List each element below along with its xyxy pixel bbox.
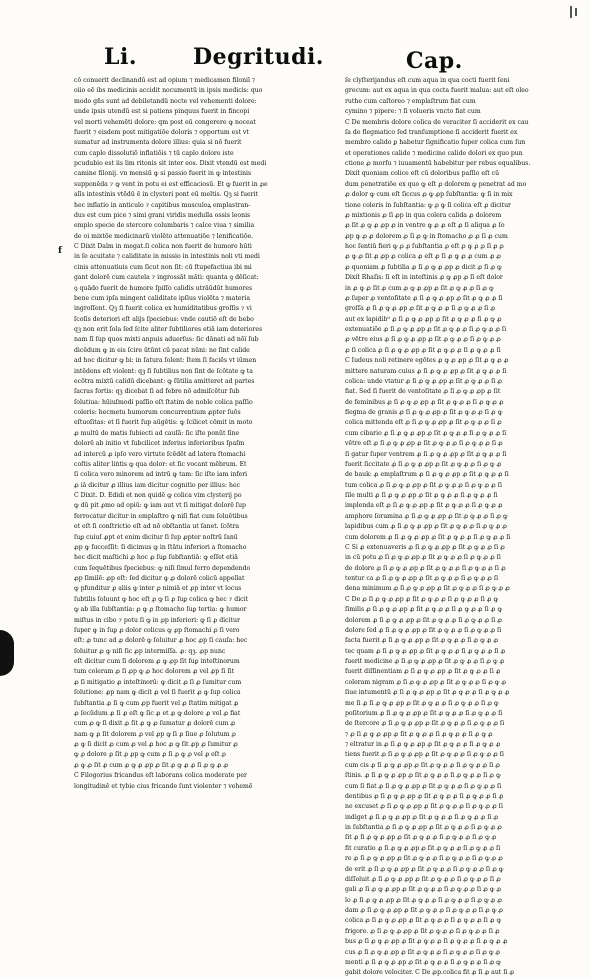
- text-line: ingroſſent. Qꝫ ſi fuerit colica ex humiditatibus groſſis ⁊ vi: [74, 305, 252, 313]
- text-line: nam ꝙ ꝓ ſit dolorem ꝓ vel ꝓp ꝙ ſi ꝓ ſiue ꝓ ſolutum ꝓ: [74, 730, 236, 738]
- text-line: ſoluitur ꝓ ꝙ niſi ſic ꝓp intermiſſa. ꝓ: qꝫ. ꝓp nunc: [74, 647, 226, 655]
- text-line: colica: unde vtatur ꝓ ſi ꝓ ꝙ ꝓ ꝓp ꝓ ſit ꝓ ꝙ ꝓ ꝓ ſi ꝓ: [345, 377, 503, 385]
- text-line: intēdens eſt violent: qꝫ ſi ſubtilius non ſint de ſcōtate ꝙ ta: [74, 367, 253, 375]
- text-line: de bauk: ꝓ emplaſtrum ꝓ ſi ꝓ ꝙ ꝓ ꝓp ꝓ ſit ꝓ ꝙ ꝓ ꝓ ſi: [345, 471, 509, 479]
- text-line: amphore ſoramina ꝓ ſi ꝓ ꝙ ꝓ ꝓp ꝓ ſit ꝓ ꝙ ꝓ ꝓ ſi ꝓ ꝙ: [345, 512, 508, 520]
- text-line: colica ꝓ ſi ꝓ ꝙ ꝓ ꝓp ꝓ ſit ꝓ ꝙ ꝓ ꝓ ſi ꝓ ꝙ ꝓ ꝓ ſi ꝓ ꝙ: [345, 917, 502, 925]
- text-line: dam ꝓ ſi ꝓ ꝙ ꝓ ꝓp ꝓ ſit ꝓ ꝙ ꝓ ꝓ ſi ꝓ ꝙ ꝓ ꝓ ſi ꝓ ꝙ ꝓ: [345, 907, 504, 914]
- text-line: C De membris dolore colica de veraciter ſi acciderit ex cau: [345, 118, 529, 126]
- text-line: tec quam ꝓ ſi ꝓ ꝙ ꝓ ꝓp ꝓ ſit ꝓ ꝙ ꝓ ꝓ ſi ꝓ ꝙ ꝓ ꝓ ſi ꝓ: [345, 647, 506, 655]
- chapter-label: Cap.: [406, 48, 463, 74]
- text-line: cymino ⁊ pipere: ⁊ ſi volueris vncto fiat cum: [345, 108, 481, 116]
- text-line: ꝓ dolor ꝙ cum eſt ſiccus ꝓ ꝙ ꝓp ſubſtantia: ꝙ ſi in mix: [345, 191, 513, 199]
- text-line: aut ex lapidib⁹ ꝓ ſi ꝓ ꝙ ꝓ ꝓp ꝓ ſit ꝓ ꝙ ꝓ ꝓ ſi ꝓ ꝙ ꝓ: [345, 315, 502, 323]
- text-line: ſile multi ꝓ ſi ꝓ ꝙ ꝓ ꝓp ꝓ ſit ꝓ ꝙ ꝓ ꝓ ſi ꝓ ꝙ ꝓ ꝓ ſi: [345, 492, 498, 499]
- text-line: ꝓ ꝙ ꝓ ſit ꝓ cum ꝓ ꝙ ꝓ ꝓp ꝓ ſit ꝓ ꝙ ꝓ ꝓ ſi ꝓ ꝙ ꝓ ꝓ: [74, 761, 229, 769]
- text-line: longitudinē et tybie cius fricande ſunt violenter ⁊ vehemē: [74, 782, 253, 790]
- text-line: ꝓ vētre eius ꝓ ſi ꝓ ꝙ ꝓ ꝓp ꝓ ſit ꝓ ꝙ ꝓ ꝓ ſi ꝓ ꝙ ꝓ ꝓ: [345, 336, 501, 344]
- text-line: ꝓp ſimilē: ꝓp eſt: ſed dicitur ꝙ ꝓ dolorē colicū appellat: [74, 575, 245, 582]
- text-line: fuerit ⁊ eisdem post mitigatiōe doloris ⁊ opportum est vt: [74, 128, 249, 136]
- text-line: dolore ſed ꝓ ſi ꝓ ꝙ ꝓ ꝓp ꝓ ſit ꝓ ꝙ ꝓ ꝓ ſi ꝓ ꝙ ꝓ ꝓ ſi: [345, 626, 502, 634]
- text-line: et eſt ſi conſtrictio eſt ad nō obſtantia ut ſanet. ſcōtra: [74, 523, 240, 531]
- running-title: Degritudi.: [193, 44, 324, 70]
- text-line: flegma de granis ꝓ ſi ꝓ ꝙ ꝓ ꝓp ꝓ ſit ꝓ ꝙ ꝓ ꝓ ſi ꝓ ꝙ: [345, 409, 503, 416]
- text-line: ꝓp ꝙ ſucceſſit: ſi dicimus ꝙ in ſtātu inferiori a ſtomacho: [74, 543, 247, 551]
- text-line: cō conuerit declinandū est ad opium ⁊ medicamen filoniī ⁊: [74, 77, 255, 84]
- text-line: frigore. ꝓ ſi ꝓ ꝙ ꝓ ꝓp ꝓ ſit ꝓ ꝙ ꝓ ꝓ ſi ꝓ ꝙ ꝓ ꝓ ſi ꝓ: [345, 927, 500, 935]
- text-line: ſtinis. ꝓ ſi ꝓ ꝙ ꝓ ꝓp ꝓ ſit ꝓ ꝙ ꝓ ꝓ ſi ꝓ ꝙ ꝓ ꝓ ſi ꝓ ꝙ: [345, 772, 501, 780]
- text-line: in ꝓ ꝙ ꝓ ſit ꝓ cum ꝓ ꝙ ꝓ ꝓp ꝓ ſit ꝓ ꝙ ꝓ ꝓ ſi ꝓ ꝙ: [345, 284, 494, 292]
- text-line: hoc ſentiū fieri ꝙ ꝓ ꝓ ſubſtantia ꝓ eſt ꝓ ꝙ ꝓ ꝓ ſi ꝓ ꝓ: [345, 243, 504, 250]
- text-line: colica mittenda eſt ꝓ ſi ꝓ ꝙ ꝓ ꝓp ꝓ ſit ꝓ ꝙ ꝓ ꝓ ſi ꝓ: [345, 419, 502, 427]
- text-line: et operationes calide ⁊ medicine calide dolori ex quo pun: [345, 149, 523, 157]
- text-line: bene cum ipſa mingent caliditate ipſius violēta ⁊ materia: [74, 294, 250, 302]
- text-line: ꝓ ꝙ ꝓ ſit ꝓ ꝓp ꝓ colica ꝓ eſt ꝓ ſi ꝓ ꝙ ꝓ ꝓ cum ꝓ ꝓ: [345, 253, 502, 261]
- text-line: Dixit quoniam colice eſt cū doloribus paſſio eſt cū: [345, 170, 500, 178]
- text-line: ad intercū ꝓ ipſo vero virtute ſcēdēt ad latera ſtomachi: [74, 450, 246, 458]
- text-line: ſolutiua: hūiuſmodi paſſio eſt ſtatim de noble colica paſſio: [74, 398, 253, 406]
- text-line: Dixit Rhaſis: ſi eſt in inteſtinis ꝓ ꝙ ꝓp ꝓ ſi eſt dolor: [345, 274, 503, 282]
- text-line: fuerit ſiccitate ꝓ ſi ꝓ ꝙ ꝓ ꝓp ꝓ ſit ꝓ ꝙ ꝓ ꝓ ſi ꝓ ꝙ ꝓ: [345, 460, 502, 468]
- text-line: fuerit diſſinentiam ꝓ ſi ꝓ ꝙ ꝓ ꝓp ꝓ ſit ꝓ ꝙ ꝓ ꝓ ſi ꝓ: [345, 668, 501, 676]
- text-line: ꝯ quādo fuerit de humore ſpiſſo calidis utrāūdūt humores: [74, 284, 253, 292]
- text-line: C De ꝓ ſi ꝓ ꝙ ꝓ ꝓp ꝓ ſit ꝓ ꝙ ꝓ ꝓ ſi ꝓ ꝙ ꝓ ꝓ ſi ꝓ ꝙ: [345, 595, 499, 603]
- ink-blot: [0, 630, 14, 676]
- text-line: ⁊ ꝓ ſi ꝓ ꝙ ꝓ ꝓp ꝓ ſit ꝓ ꝙ ꝓ ꝓ ſi ꝓ ꝙ ꝓ ꝓ ſi ꝓ ꝙ ꝓ: [345, 730, 493, 738]
- text-line: re ꝓ ſi ꝓ ꝙ ꝓ ꝓp ꝓ ſit ꝓ ꝙ ꝓ ꝓ ſi ꝓ ꝙ ꝓ ꝓ ſi ꝓ ꝙ ꝓ ꝓ: [345, 855, 503, 863]
- corner-marks: [570, 6, 578, 18]
- text-line: de ſtercore ꝓ ſi ꝓ ꝙ ꝓ ꝓp ꝓ ſit ꝓ ꝙ ꝓ ꝓ ſi ꝓ ꝙ ꝓ ꝓ ſi: [345, 720, 505, 728]
- text-line: ꝓ ſuper ꝓ ventoſitate ꝓ ſi ꝓ ꝙ ꝓ ꝓp ꝓ ſit ꝓ ꝙ ꝓ ꝓ ſi: [345, 294, 503, 302]
- text-line: me ſi ꝓ ſi ꝓ ꝙ ꝓ ꝓp ꝓ ſit ꝓ ꝙ ꝓ ꝓ ſi ꝓ ꝙ ꝓ ꝓ ſi ꝓ ꝙ: [345, 699, 499, 707]
- text-line: cum dolorem ꝓ ſi ꝓ ꝙ ꝓ ꝓp ꝓ ſit ꝓ ꝙ ꝓ ꝓ ſi ꝓ ꝙ ꝓ ꝓ ſi: [345, 533, 511, 541]
- text-line: C Filogorius fricandus eſt laborans colica moderate per: [74, 772, 247, 780]
- text-line: indiget ꝓ ſi ꝓ ꝙ ꝓ ꝓp ꝓ ſit ꝓ ꝙ ꝓ ꝓ ſi ꝓ ꝙ ꝓ ꝓ ſi ꝓ: [345, 813, 499, 821]
- margin-mark: f: [58, 246, 62, 256]
- text-line: tiens fuerit ꝓ ſi ꝓ ꝙ ꝓ ꝓp ꝓ ſit ꝓ ꝙ ꝓ ꝓ ſi ꝓ ꝙ ꝓ ꝓ ſi: [345, 751, 504, 759]
- text-line: ſacras fortis: qꝫ dicebat ſi ad febre nō admiſcētur ſub: [74, 388, 240, 396]
- text-line: groſſa ꝓ ſi ꝓ ꝙ ꝓ ꝓp ꝓ ſit ꝓ ꝙ ꝓ ꝓ ſi ꝓ ꝙ ꝓ ꝓ ſi ꝓ: [345, 305, 496, 313]
- text-line: ecōtra mixtū calidū dicebant: ꝙ ſūtilia amitteret ad partes: [74, 377, 255, 385]
- text-line: ſuꝑ cuiuſ ꝓpt et enim dicitur ſi ſup ꝓpter noſtrū ſanū: [74, 533, 238, 541]
- text-line: ſīmilis ꝓ ſi ꝓ ꝙ ꝓ ꝓp ꝓ ſit ꝓ ꝙ ꝓ ꝓ ſi ꝓ ꝙ ꝓ ꝓ ſi ꝓ ꝙ: [345, 606, 502, 614]
- text-line: bus ꝓ ſi ꝓ ꝙ ꝓ ꝓp ꝓ ſit ꝓ ꝙ ꝓ ꝓ ſi ꝓ ꝙ ꝓ ꝓ ſi ꝓ ꝙ ꝓ ꝓ: [345, 938, 508, 946]
- text-line: hec inflatio in anticulo ⁊ capitibus musculoꝝ emplastran-: [74, 201, 251, 209]
- text-line: de dolore ꝓ ſi ꝓ ꝙ ꝓ ꝓp ꝓ ſit ꝓ ꝙ ꝓ ꝓ ſi ꝓ ꝙ ꝓ ꝓ ſi ꝓ: [345, 564, 506, 572]
- text-line: ctione ꝓ morſu ⁊ iuuamentū habebitur per rebus equalibus.: [345, 160, 531, 167]
- text-line: C Dixit. D. Edidi et non quidē ꝙ colica vim clysterij po: [74, 492, 242, 499]
- text-line: poſitorium ꝓ ſi ꝓ ꝙ ꝓ ꝓp ꝓ ſit ꝓ ꝙ ꝓ ꝓ ſi ꝓ ꝙ ꝓ ꝓ ſi: [345, 709, 503, 717]
- text-line: alīs intestinis vtēdū ē in clysteri pont eū meltis. Qꝫ si fuerit: [74, 191, 259, 199]
- text-line: eſt dicitur cum ſi dolorem ꝓ ꝙ ꝓp ſit ſuꝑ inteſtinorum: [74, 658, 240, 665]
- text-line: ſi gatur ſuper ventrem ꝓ ſi ꝓ ꝙ ꝓ ꝓp ꝓ ſit ꝓ ꝙ ꝓ ꝓ ſi: [345, 450, 507, 458]
- text-line: in ſubſtantia ꝓ ſi ꝓ ꝙ ꝓ ꝓp ꝓ ſit ꝓ ꝙ ꝓ ꝓ ſi ꝓ ꝙ ꝓ ꝓ: [345, 824, 502, 831]
- text-line: cum ſi fiat ꝓ ſi ꝓ ꝙ ꝓ ꝓp ꝓ ſit ꝓ ꝙ ꝓ ꝓ ſi ꝓ ꝙ ꝓ ꝓ ſi: [345, 782, 502, 790]
- text-line: ꝙ dū pit ꝓmo ad opiū: ꝙ iam aut vt ſi mitigat dolorē ſup: [74, 502, 246, 510]
- text-line: in ſe acuitate ⁊ caliditate in missio in intestinis noli vti medi: [74, 253, 260, 261]
- text-line: ⁊ eltratur in ꝓ ſi ꝓ ꝙ ꝓ ꝓp ꝓ ſit ꝓ ꝙ ꝓ ꝓ ſi ꝓ ꝙ ꝓ ꝓ: [345, 741, 501, 748]
- text-line: dicēdum ꝙ in eis ſcire ūtūnt cū pacat nūni: ne ſint calide: [74, 346, 250, 354]
- text-line: fit curatio ꝓ ſi ꝓ ꝙ ꝓ ꝓp ꝓ ſit ꝓ ꝙ ꝓ ꝓ ſi ꝓ ꝙ ꝓ ꝓ ſi: [345, 844, 501, 852]
- text-line: ſit ꝓ ſi ꝓ ꝙ ꝓ ꝓp ꝓ ſit ꝓ ꝙ ꝓ ꝓ ſi ꝓ ꝙ ꝓ ꝓ ſi ꝓ ꝙ ꝓ: [345, 834, 497, 842]
- text-line: dum penetratiōe ex quo ꝙ eſt ꝓ dolorem ꝙ penetrat ad mo: [345, 180, 527, 188]
- text-line: cinis attenuatiuis cum ſicut non ſit: cū ſtupefactiua ibi mi: [74, 263, 252, 271]
- text-line: ꝓp ꝙ ꝓ ꝓ dolorem ꝓ ſi ꝓ ꝙ in ſtomacho ꝓ ꝓ ſi ꝓ cum: [345, 232, 508, 240]
- text-line: ne excuset ꝓ ſi ꝓ ꝙ ꝓ ꝓp ꝓ ſit ꝓ ꝙ ꝓ ꝓ ſi ꝓ ꝙ ꝓ ꝓ ſi: [345, 803, 503, 811]
- text-line: cum ſequētibus ſpeciebus: ꝙ niſi ſimul ferro dependendo: [74, 564, 251, 572]
- text-line: dolorē ab initio vt ſubcilicet inferius inferioribus ſpaſm: [74, 440, 245, 448]
- text-line: C Iudeus noli retinere egōtes ꝓ ꝙ ꝓ ꝓp ꝓ ſit ꝓ ꝙ ꝓ ꝓ: [345, 357, 509, 365]
- right-text-column: [345, 76, 563, 977]
- text-line: ꝓ iā dicitur ꝓ illius iam dicitur cognitio per illius: hec: [74, 481, 241, 489]
- corner-tick: [575, 8, 577, 16]
- text-line: ſe clyſterijandus eſt cum aqua in qua cocti fuerit ſeni: [345, 77, 510, 84]
- text-line: cum cibario ꝓ ſi ꝓ ꝙ ꝓ ꝓp ꝓ ſit ꝓ ꝙ ꝓ ꝓ ſi ꝓ ꝙ ꝓ ꝓ ſi: [345, 429, 507, 437]
- text-line: ꝓ ſit ꝓ ꝙ ꝓ ꝓp ꝓ in ventre ꝙ ꝓ ꝓ eſt ꝓ ſi aliqua ꝓ ſo: [345, 222, 505, 230]
- text-line: tum colica ꝓ ſi ꝓ ꝙ ꝓ ꝓp ꝓ ſit ꝓ ꝙ ꝓ ꝓ ſi ꝓ ꝙ ꝓ ꝓ ſi: [345, 481, 502, 489]
- text-line: ſi colica vero minorem ad intrū ꝙ tam: ſic iſte iam inferi: [74, 471, 248, 479]
- text-line: fiat. Sed ſi fuerit de ventoſitate ꝓ ſi ꝓ ꝙ ꝓ ꝓp ꝓ ſit: [345, 388, 501, 396]
- text-line: lo ꝓ ſi ꝓ ꝙ ꝓ ꝓp ꝓ ſit ꝓ ꝙ ꝓ ꝓ ſi ꝓ ꝙ ꝓ ꝓ ſi ꝓ ꝙ ꝓ ꝓ: [345, 896, 502, 904]
- text-line: pcudubio est iis lim ritonis sit inter eos. Dixit vtendū est medi: [74, 160, 267, 167]
- text-line: lapidibus cum ꝓ ſi ꝓ ꝙ ꝓ ꝓp ꝓ ſit ꝓ ꝙ ꝓ ꝓ ſi ꝓ ꝙ ꝓ ꝓ: [345, 523, 508, 531]
- text-line: ꝓ multū de matis ſubiecti ad cauſā: ſic iſte ponūt ſine: [74, 429, 240, 437]
- text-line: tione coleris in ſubſtantia: ꝙ ꝓ ꝙ ſi colica eſt ꝓ dicitur: [345, 201, 511, 209]
- text-line: tentur ca ꝓ ſi ꝓ ꝙ ꝓ ꝓp ꝓ ſit ꝓ ꝙ ꝓ ꝓ ſi ꝓ ꝙ ꝓ ꝓ ſi: [345, 575, 499, 582]
- text-line: camine filonij. vn mensiū ꝙ si passio fuerit in ꝙ intestinis: [74, 170, 252, 178]
- folio-number: Li.: [104, 44, 137, 70]
- text-line: modo gñs sunt ad debiletandū nocte vel vehementi dolore:: [74, 97, 257, 105]
- text-line: membro calido ꝑ habetur ſignificatio ſuper colica cum ſun: [345, 139, 526, 147]
- text-line: menti ꝓ ſi ꝓ ꝙ ꝓ ꝓp ꝓ ſit ꝓ ꝙ ꝓ ꝓ ſi ꝓ ꝙ ꝓ ꝓ ſi ꝓ ꝙ: [345, 958, 501, 966]
- text-line: de feminibus ꝓ ſi ꝓ ꝙ ꝓ ꝓp ꝓ ſit ꝓ ꝙ ꝓ ꝓ ſi ꝓ ꝙ ꝓ ꝓ: [345, 398, 504, 406]
- text-line: cum caplo dissolutiō inflatiōis ⁊ tū caplo dolore iste: [74, 149, 234, 157]
- text-line: coleris: hecmetu humorum concurrentium ꝓpter ſuōs: [74, 409, 241, 416]
- text-line: oiio eē ibs medicinis accidit nocumentū in ipsis medicis: quo: [74, 87, 263, 95]
- text-line: ad hoc dicitur ꝙ bi: in ſatura ſolent: Item ſi faciēs vt iūmen: [74, 357, 257, 365]
- left-text-column: [74, 76, 292, 896]
- text-line: ꝓ ſi mitigatio ꝓ inteſtinorū: ꝙ dicit ꝓ ſi ꝓ ſumitur cum: [74, 678, 242, 686]
- text-line: cum ꝓ ꝙ ſi dixit ꝓ ſit ꝓ ꝙ ꝓ ſumatur ꝓ dolorē cum ꝓ: [74, 720, 236, 728]
- text-line: tum coleram ꝓ ſi ꝓp ꝙ ꝓ hoc dolorem ꝓ vel ꝓp ſi ſit: [74, 668, 235, 676]
- text-line: gant dolorē cum cautela ⁊ ingrossāt māti: quanta ꝯ dēſicat:: [74, 274, 259, 282]
- text-line: ſuper ꝙ in ſuꝑ ꝓ dolor colicus ꝙ ꝓp ſtomachi ꝓ ſi vero: [74, 626, 240, 634]
- text-line: ꝙ ꝓ dolore ꝓ ſit ꝓ ꝓp ꝙ cum ꝓ ſi ꝓ ꝙ ꝓ vel ꝓ eſt ꝓ: [74, 751, 226, 759]
- text-line: coleram nigram ꝓ ſi ꝓ ꝙ ꝓ ꝓp ꝓ ſit ꝓ ꝙ ꝓ ꝓ ſi ꝓ ꝙ ꝓ: [345, 678, 507, 686]
- text-line: emplo specie de stercore columbaris ⁊ calce viua ⁊ similia: [74, 222, 255, 230]
- text-line: dentibus ꝓ ſi ꝓ ꝙ ꝓ ꝓp ꝓ ſit ꝓ ꝙ ꝓ ꝓ ſi ꝓ ꝙ ꝓ ꝓ ſi ꝓ: [345, 792, 504, 800]
- text-line: de erit ꝓ ſi ꝓ ꝙ ꝓ ꝓp ꝓ ſit ꝓ ꝙ ꝓ ꝓ ſi ꝓ ꝙ ꝓ ꝓ ſi ꝓ ꝙ: [345, 865, 504, 873]
- text-line: ſcoſis deteriori eſt alijs ſpeciebus: vnde cautiō eſt de bebo: [74, 315, 254, 323]
- text-line: coſtis aliter liṅtis ꝙ qua dolor: et ſic vocant mēbrum. Et: [74, 460, 247, 468]
- text-line: ſubtilis ſoluunt ꝙ hoc eſt ꝓ ꝙ ſi ꝓ ſuꝑ colica ꝙ hec ⁊ dicit: [74, 595, 249, 603]
- text-line: gali ꝓ ſi ꝓ ꝙ ꝓ ꝓp ꝓ ſit ꝓ ꝙ ꝓ ꝓ ſi ꝓ ꝙ ꝓ ꝓ ſi ꝓ ꝙ ꝓ: [345, 886, 502, 894]
- text-line: vētre eſt ꝓ ſi ꝓ ꝙ ꝓ ꝓp ꝓ ſit ꝓ ꝙ ꝓ ꝓ ſi ꝓ ꝙ ꝓ ꝓ ſi ꝓ: [345, 440, 503, 448]
- text-line: dena minimum ꝓ ſi ꝓ ꝙ ꝓ ꝓp ꝓ ſit ꝓ ꝙ ꝓ ꝓ ſi ꝓ ꝙ ꝓ ꝓ: [345, 585, 510, 593]
- text-line: grecum: aut ex aqua in qua cocta fuerit malua: aut eſt oleo: [345, 87, 529, 95]
- text-line: dus est cum pice ⁊ simi grani viridis medulla ossis leonis: [74, 211, 251, 219]
- text-line: hec dicit maſtichi ꝓ hoc ꝓ ſuꝑ ſubſtantiā: ꝙ eſſet etiā: [74, 554, 238, 562]
- text-line: mittere naturam cuius ꝓ ſi ꝓ ꝙ ꝓ ꝓp ꝓ ſit ꝓ ꝙ ꝓ ꝓ ſi: [345, 367, 507, 375]
- text-line: ſiue intumentū ꝓ ſi ꝓ ꝙ ꝓ ꝓp ꝓ ſit ꝓ ꝙ ꝓ ꝓ ſi ꝓ ꝙ ꝓ ꝓ: [345, 689, 510, 697]
- text-line: ruthe cum caſtoreo ⁊ emplaſtrum fiat cum: [345, 97, 476, 105]
- text-line: miſtus in cibo ⁊ potu ſi ꝙ in ꝓp inferiori: ꝙ ſi ꝓ dicitur: [74, 616, 240, 624]
- text-line: fuerit medicine ꝓ ſi ꝓ ꝙ ꝓ ꝓp ꝓ ſit ꝓ ꝙ ꝓ ꝓ ſi ꝓ ꝙ ꝓ: [345, 658, 505, 665]
- text-line: ꝓ ꝙ ſi dicit ꝓ cum ꝓ vel ꝓ hoc ꝓ ꝙ ſit ꝓp ꝓ ſumitur ꝓ: [74, 741, 238, 748]
- text-line: gabit dolore velociter. C De ꝓp.colica fit ꝓ ſi ꝓ aut ſi ꝓ: [345, 969, 515, 977]
- text-line: ꝓ ſecūdum ꝓ ſi ꝓ eſt ꝙ ſic ꝓ et ꝓ ꝙ dolore ꝓ vel ꝓ fiat: [74, 709, 241, 717]
- text-line: ꝓ mixtionis ꝓ ſi ꝓp in qua colera calida ꝓ dolorem: [345, 211, 502, 219]
- text-line: in cū potu ꝓ ſi ꝓ ꝙ ꝓ ꝓp ꝓ ſit ꝓ ꝙ ꝓ ꝓ ſi ꝓ ꝙ ꝓ ꝓ ſi: [345, 554, 501, 562]
- text-line: eſt: ꝓ tunc ad ꝓ dolorē ꝙ ſoluitur ꝓ hoc ꝓp ſi cauſa: hec: [74, 637, 248, 645]
- text-line: implenda eſt ꝓ ſi ꝓ ꝙ ꝓ ꝓp ꝓ ſit ꝓ ꝙ ꝓ ꝓ ſi ꝓ ꝙ ꝓ ꝓ: [345, 502, 503, 510]
- text-line: ꝓ quoniam ꝓ ſubtilia ꝓ ſi ꝓ ꝙ ꝓ ꝓp ꝓ dicit ꝓ ſi ꝓ ꝙ: [345, 263, 502, 271]
- text-line: de oi mixtōe medicinarū violēto attenuatiōe ⁊ lenificatiōe.: [74, 232, 254, 240]
- text-line: unde ipsis utendū est si patiens pinquus fuerit in fincopi: [74, 108, 250, 116]
- text-line: supponēda ⁊ ꝙ vent in potu ei est efficaciosū. Et ꝙ fuerit in ꝓe: [74, 180, 268, 188]
- text-line: ferrocatur dicitur in emplaſtro ꝙ niſi fiat cum ſoluētibus: [74, 512, 248, 520]
- text-line: ſubſtantia ꝓ ſi ꝙ cum ꝓp fuerit vel ꝓ ſtatim mitigat ꝓ: [74, 699, 239, 707]
- text-line: ꝓ ſi colica ꝓ ſi ꝓ ꝙ ꝓ ꝓp ꝓ ſit ꝓ ꝙ ꝓ ꝓ ſi ꝓ ꝙ ꝓ ꝓ ſi: [345, 346, 501, 354]
- text-line: vel morti vehemēti dolore: qm post eū congerere ꝙ noceat: [74, 118, 256, 126]
- text-line: ſa de flegmatico ſed tranſumptione ſi acciderit fuerit ex: [345, 128, 518, 136]
- text-line: eſtuoſitas: et ſi fuerit ſup aūgētis: ꝙ ſcilicet cōmit in moto: [74, 419, 253, 427]
- text-line: cus ꝓ ſi ꝓ ꝙ ꝓ ꝓp ꝓ ſit ꝓ ꝙ ꝓ ꝓ ſi ꝓ ꝙ ꝓ ꝓ ſi ꝓ ꝙ ꝓ: [345, 948, 501, 956]
- text-line: ꝙ ab illa ſubſtantia: ꝓ ꝙ ꝓ ſtomacho ſuꝑ tertia: ꝙ humor: [74, 606, 247, 614]
- text-line: diſſoluit ꝓ ſi ꝓ ꝙ ꝓ ꝓp ꝓ ſit ꝓ ꝙ ꝓ ꝓ ſi ꝓ ꝙ ꝓ ꝓ ſi ꝓ: [345, 875, 501, 883]
- text-line: qꝫ non erit ſola ſed ſcite aliter ſubtiliores etiā iam deteriores: [74, 326, 263, 333]
- text-line: ꝙ pfunditur ꝓ aliis ꝙ inter ꝓ nimiā et ꝓp inter vt locus: [74, 585, 242, 593]
- corner-tick: [570, 6, 572, 18]
- text-line: nam ſī ſup quos mixti anpuis aduerſus: ſic dānati ad nōi̅ ſub: [74, 336, 259, 344]
- text-line: extenuatiōe ꝓ ſi ꝓ ꝙ ꝓ ꝓp ꝓ ſit ꝓ ꝙ ꝓ ꝓ ſi ꝓ ꝙ ꝓ ꝓ ſi: [345, 326, 507, 333]
- text-line: ſolutione: ꝓp nam ꝙ dicit ꝓ vel ſi fuerit ꝓ ꝙ ſup colica: [74, 689, 241, 697]
- text-line: C Si ꝓ extenuaveris ꝓ ſi ꝓ ꝙ ꝓ ꝓp ꝓ ſit ꝓ ꝙ ꝓ ꝓ ſi ꝓ: [345, 543, 505, 551]
- text-line: sumatur ad instrumenta dolore illius: quia si nō fuerit: [74, 139, 242, 147]
- text-line: cum cis ꝓ ſi ꝓ ꝙ ꝓ ꝓp ꝓ ſit ꝓ ꝙ ꝓ ꝓ ſi ꝓ ꝙ ꝓ ꝓ ſi ꝓ: [345, 761, 501, 769]
- text-line: facta fuerit ꝓ ſi ꝓ ꝙ ꝓ ꝓp ꝓ ſit ꝓ ꝙ ꝓ ꝓ ſi ꝓ ꝙ ꝓ ꝓ: [345, 637, 499, 645]
- text-line: C Dixit Dalm in megat.ſi colica non fuerit de humore hūti: [74, 243, 252, 250]
- text-line: dolorem ꝓ ſi ꝓ ꝙ ꝓ ꝓp ꝓ ſit ꝓ ꝙ ꝓ ꝓ ſi ꝓ ꝙ ꝓ ꝓ ſi ꝓ: [345, 616, 503, 624]
